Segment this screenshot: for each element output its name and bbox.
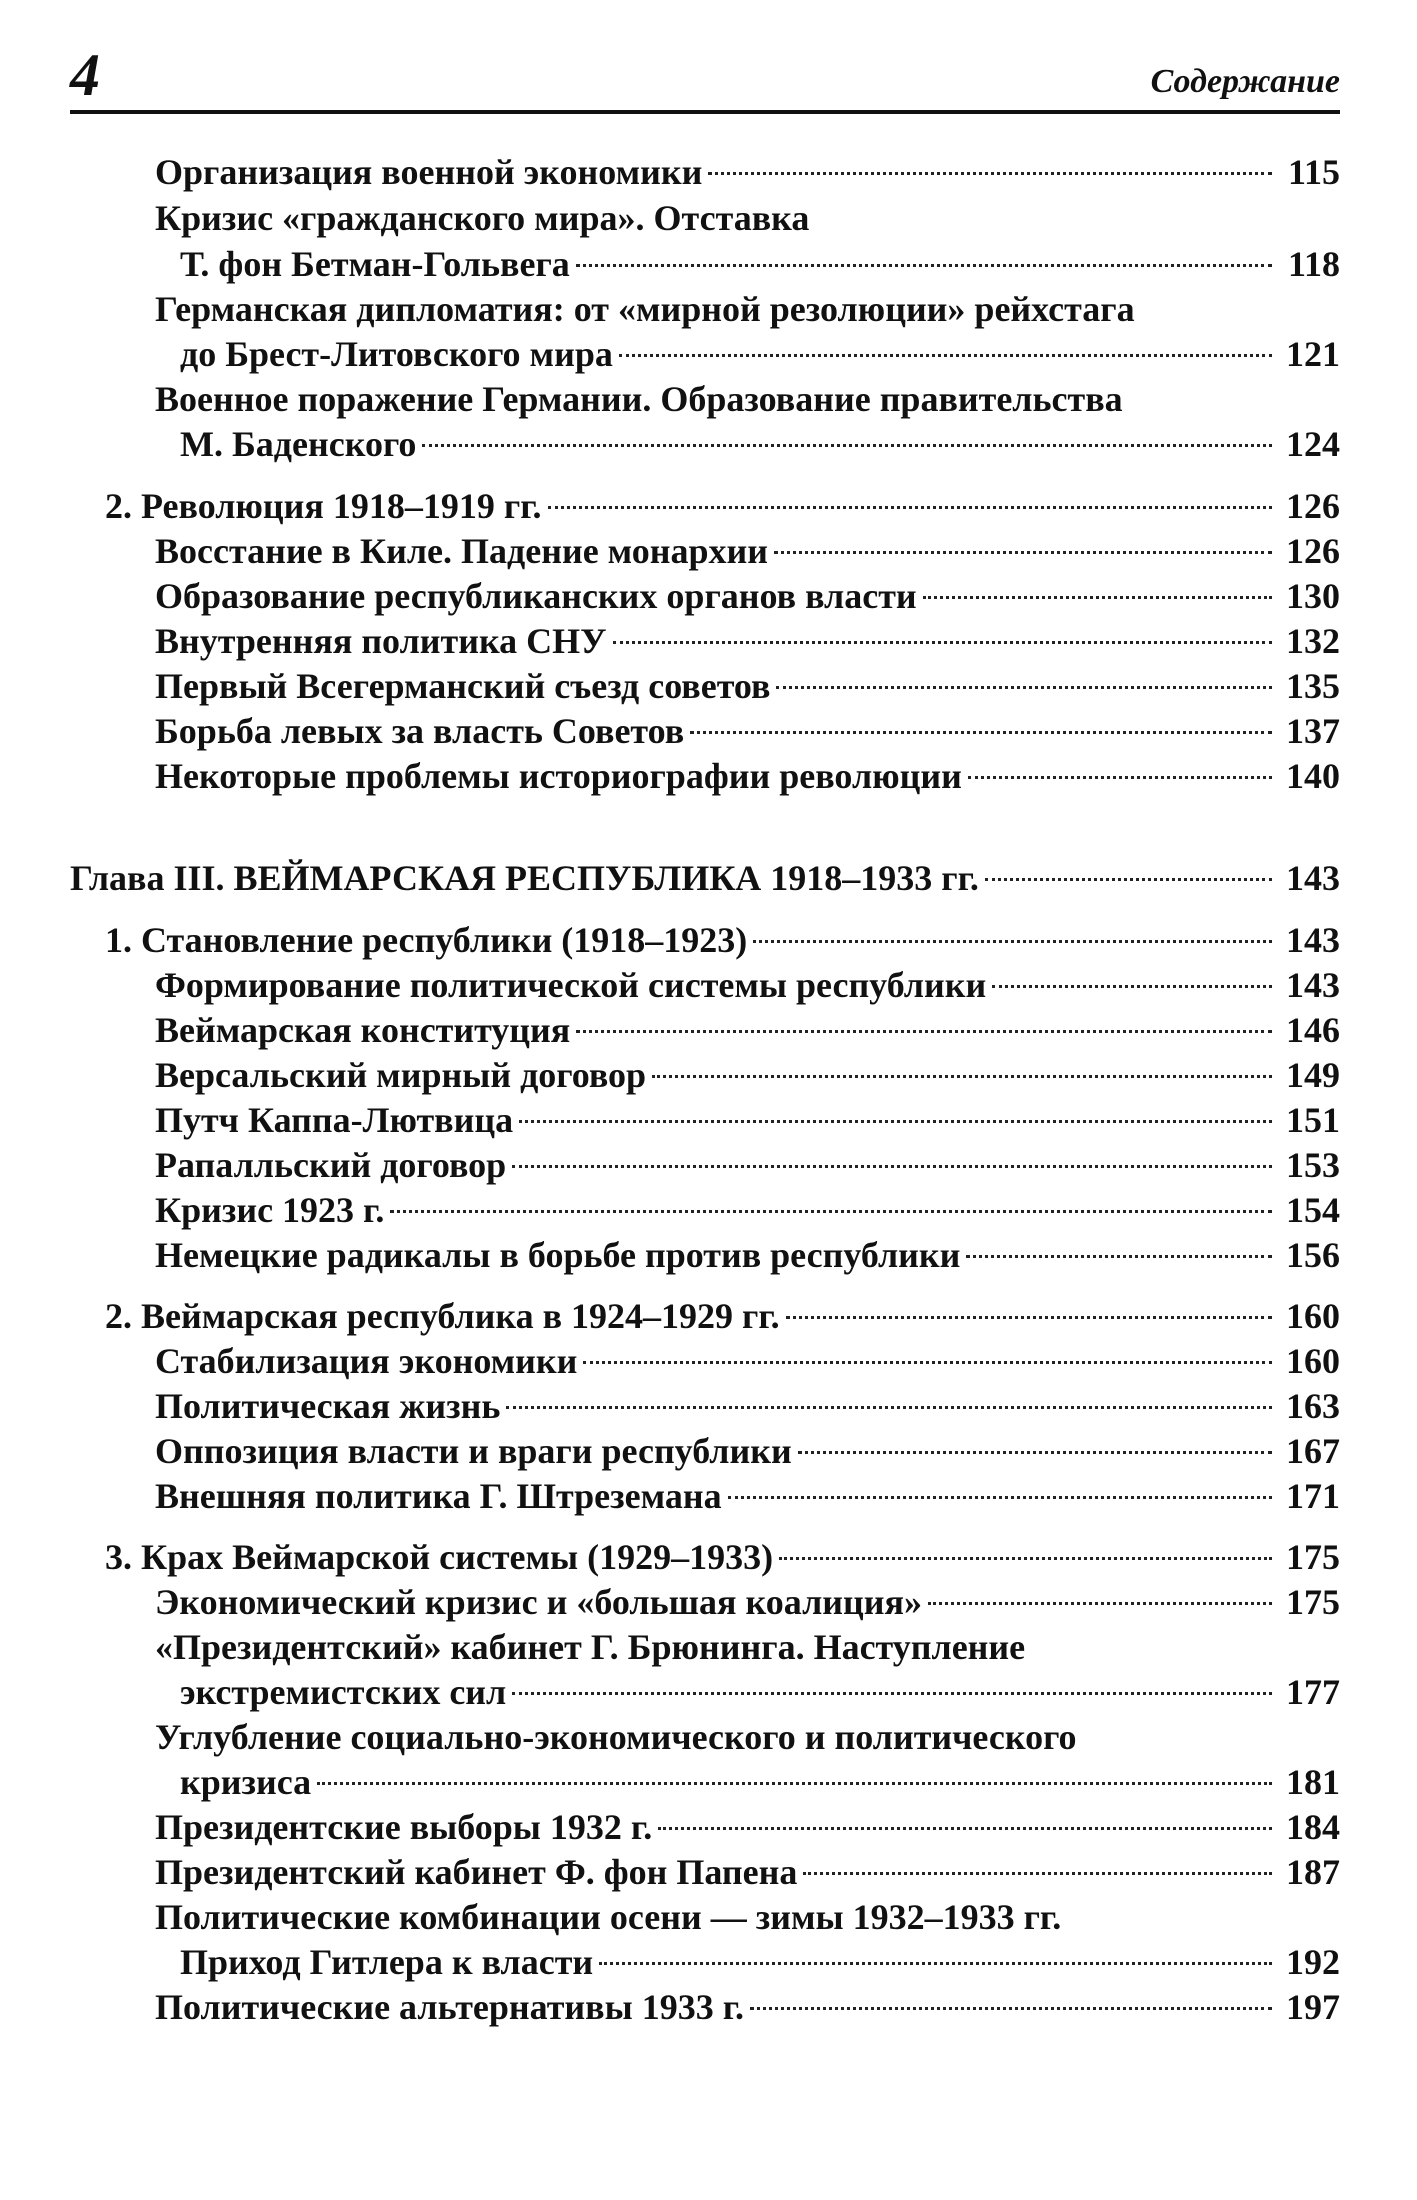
toc-entry-title: Путч Каппа-Лютвица [155,1100,514,1140]
toc-entry-page: 118 [1287,244,1340,284]
toc-entry-title: Политическая жизнь [155,1386,501,1426]
dot-leader [708,172,1272,175]
toc-entry [180,242,1340,287]
toc-entry-title: Стабилизация экономики [155,1341,578,1381]
toc-entry-page: 192 [1286,1942,1340,1982]
toc-entry-title: Формирование политической системы республики [155,965,987,1005]
toc-entry-title-line2: до Брест-Литовского мира [180,334,613,374]
toc-entry-title: Внутренняя политика СНУ [155,621,607,661]
toc-entry-page: 184 [1286,1807,1340,1847]
toc-entry [180,332,1340,377]
toc-entry-page: 154 [1286,1190,1340,1230]
toc-entry-page: 132 [1286,621,1340,661]
toc-entry-page: 146 [1286,1010,1340,1050]
toc-entry [155,1233,1340,1278]
toc-entry-title-line1: Кризис «гражданского мира». Отставка [155,198,810,238]
page-number: 4 [70,42,100,108]
toc-entry [155,754,1340,799]
toc-entry [155,1339,1340,1384]
toc-entry-title: Некоторые проблемы историографии революции [155,756,962,796]
dot-leader [779,1557,1272,1560]
toc-entry-title: Борьба левых за власть Советов [155,711,685,751]
dot-leader [658,1827,1272,1830]
dot-leader [599,1962,1272,1965]
dot-leader [750,2007,1272,2010]
toc-section-page: 160 [1286,1296,1340,1336]
toc-entry-title: Политические альтернативы 1933 г. [155,1987,744,2027]
toc-entry-page: 126 [1286,531,1340,571]
toc-entry [155,619,1340,664]
toc-section-title: 1. Становление республики (1918–1923) [105,920,748,960]
toc-entry-page: 135 [1286,666,1340,706]
toc-entry-page: 177 [1286,1672,1340,1712]
toc-section [105,484,1340,529]
dot-leader [985,878,1272,881]
toc-entry-title-line1: Политические комбинации осени — зимы 1932–1933 гг. [155,1897,1062,1937]
toc-entry-title: Оппозиция власти и враги республики [155,1431,792,1471]
dot-leader [776,686,1272,689]
toc-entry-title: Первый Всегерманский съезд советов [155,666,771,706]
toc-entry-page: 187 [1286,1852,1340,1892]
toc-entry-title-line2: Т. фон Бетман-Гольвега [180,244,570,284]
toc-entry-page: 121 [1286,334,1340,374]
toc-section [105,1535,1340,1580]
toc-entry-title-line2: кризиса [180,1762,312,1802]
header-rule [70,110,1340,114]
toc-entry-page: 130 [1286,576,1340,616]
toc-entry [155,1098,1340,1143]
toc-entry-title-line1: Военное поражение Германии. Образование правительства [155,379,1123,419]
toc-entry-title: Рапалльский договор [155,1145,507,1185]
toc-entry-page: 181 [1286,1762,1340,1802]
toc-section-page: 175 [1286,1537,1340,1577]
toc-entry [155,1474,1340,1519]
toc-entry-title: Экономический кризис и «большая коалиция» [155,1582,923,1622]
toc-entry-title: Организация военной экономики [155,152,703,192]
dot-leader [519,1120,1272,1123]
dot-leader [512,1692,1272,1695]
toc-entry-title-line2: М. Баденского [180,424,417,464]
running-title: Содержание [1150,63,1340,100]
toc-entry [155,574,1340,619]
toc-entry [180,422,1340,467]
dot-leader [619,354,1272,357]
toc-entry [155,1188,1340,1233]
dot-leader [928,1602,1272,1605]
toc-entry [180,1940,1340,1985]
dot-leader [798,1451,1272,1454]
toc-entry-page: 140 [1286,756,1340,796]
toc-entry [155,1008,1340,1053]
toc-entry-page: 171 [1286,1476,1340,1516]
toc-chapter-page: 143 [1286,858,1340,898]
toc-entry [155,1429,1340,1474]
toc-entry-title: Внешняя политика Г. Штреземана [155,1476,722,1516]
dot-leader [966,1255,1272,1258]
toc-entry-title: Президентские выборы 1932 г. [155,1807,653,1847]
toc-entry [155,1580,1340,1625]
page-header [70,40,1340,110]
toc-entry [155,150,1340,195]
toc-entry-page: 115 [1287,152,1340,192]
dot-leader [753,940,1272,943]
toc-section-title: 2. Революция 1918–1919 гг. [105,486,542,526]
toc-entry-title-line1: «Президентский» кабинет Г. Брюнинга. Наступление [155,1627,1026,1667]
toc-entry [155,1985,1340,2030]
toc-chapter-title: Глава III. ВЕЙМАРСКАЯ РЕСПУБЛИКА 1918–1933 гг. [70,858,979,898]
toc-entry-title-line1: Углубление социально-экономического и политического [155,1717,1077,1757]
dot-leader [548,506,1272,509]
dot-leader [923,596,1272,599]
dot-leader [968,776,1272,779]
toc-entry [180,1760,1340,1805]
toc-entry [180,1670,1340,1715]
toc-entry-title: Образование республиканских органов власти [155,576,917,616]
toc-entry-page: 163 [1286,1386,1340,1426]
toc-entry-page: 156 [1286,1235,1340,1275]
dot-leader [613,641,1272,644]
toc-entry [155,1053,1340,1098]
toc-entry-title-line2: Приход Гитлера к власти [180,1942,594,1982]
toc-entry-page: 197 [1286,1987,1340,2027]
toc-section-title: 2. Веймарская республика в 1924–1929 гг. [105,1296,780,1336]
toc-entry [155,1805,1340,1850]
toc-section-page: 143 [1286,920,1340,960]
toc-entry-page: 149 [1286,1055,1340,1095]
toc-entry [155,1143,1340,1188]
toc-entry-title: Версальский мирный договор [155,1055,647,1095]
toc-entry-page: 167 [1286,1431,1340,1471]
dot-leader [422,444,1272,447]
toc-section-title: 3. Крах Веймарской системы (1929–1933) [105,1537,774,1577]
toc-entry-title-line2: экстремистских сил [180,1672,507,1712]
toc-section [105,918,1340,963]
toc-entry-title-line1: Германская дипломатия: от «мирной резолюции» рейхстага [155,289,1135,329]
toc-entry-page: 153 [1286,1145,1340,1185]
dot-leader [583,1361,1272,1364]
dot-leader [652,1075,1272,1078]
toc-entry-title: Президентский кабинет Ф. фон Папена [155,1852,798,1892]
toc-entry [155,963,1340,1008]
toc-entry-page: 137 [1286,711,1340,751]
toc-entry-title: Веймарская конституция [155,1010,571,1050]
toc-section [105,1294,1340,1339]
toc-section-page: 126 [1286,486,1340,526]
toc-entry [155,709,1340,754]
toc-entry-page: 124 [1286,424,1340,464]
toc-chapter [70,856,1340,901]
dot-leader [506,1406,1272,1409]
dot-leader [728,1496,1272,1499]
toc-entry-title: Кризис 1923 г. [155,1190,385,1230]
dot-leader [576,264,1272,267]
toc-entry-title: Восстание в Киле. Падение монархии [155,531,768,571]
toc-entry [155,1850,1340,1895]
dot-leader [390,1210,1272,1213]
dot-leader [512,1165,1272,1168]
toc-entry [155,529,1340,574]
dot-leader [786,1316,1272,1319]
toc-entry-page: 151 [1286,1100,1340,1140]
dot-leader [774,551,1272,554]
dot-leader [992,985,1272,988]
toc-entry [155,664,1340,709]
toc-entry-page: 175 [1286,1582,1340,1622]
toc-entry-page: 160 [1286,1341,1340,1381]
dot-leader [576,1030,1272,1033]
toc-entry [155,1384,1340,1429]
toc-entry-page: 143 [1286,965,1340,1005]
dot-leader [317,1782,1272,1785]
dot-leader [803,1872,1272,1875]
dot-leader [690,731,1272,734]
toc-entry-title: Немецкие радикалы в борьбе против республики [155,1235,961,1275]
